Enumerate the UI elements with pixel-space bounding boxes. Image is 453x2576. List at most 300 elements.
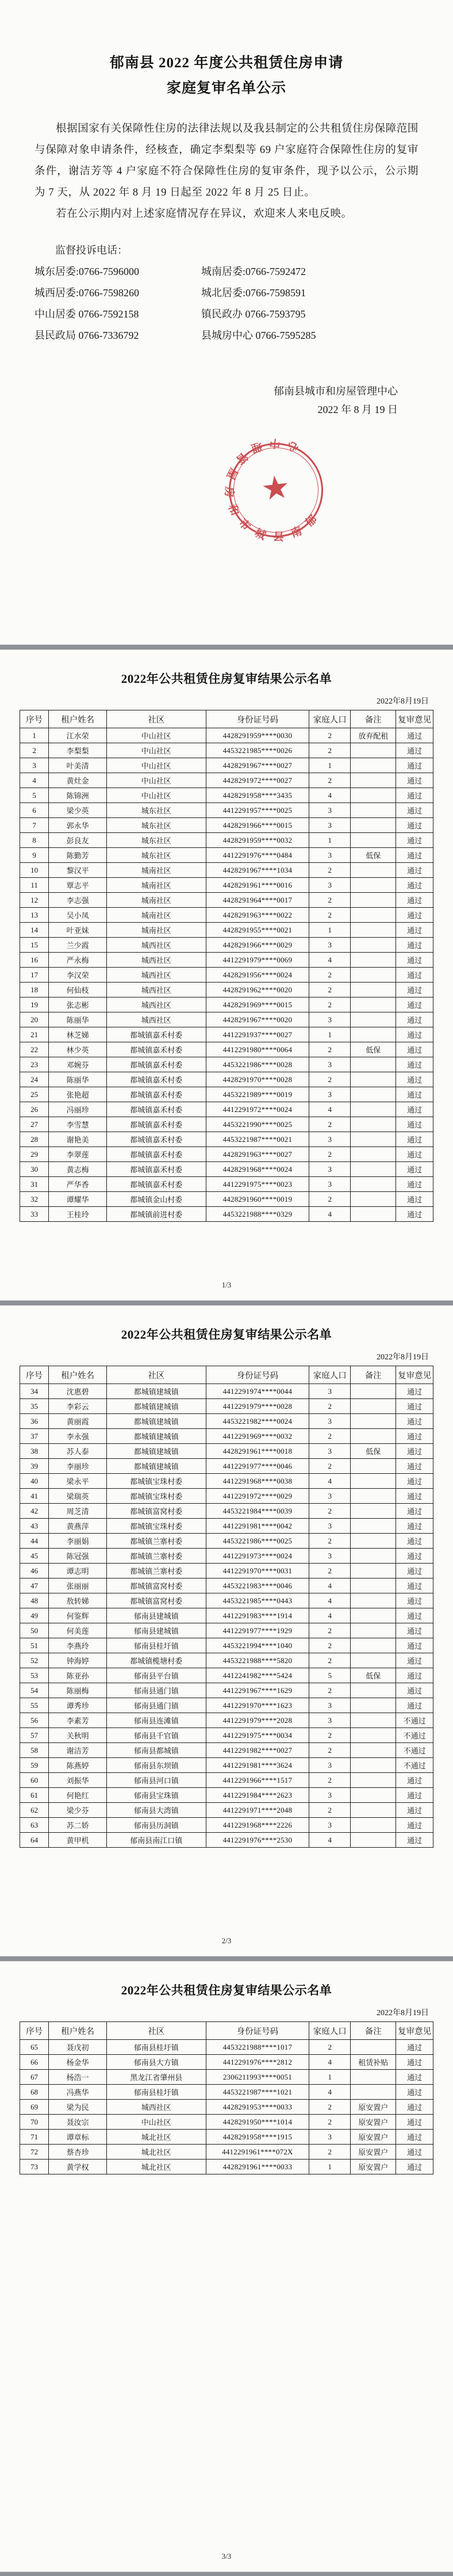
cell-tenant-name: 梁少英 — [49, 803, 107, 818]
cell-household-size: 4 — [309, 1207, 351, 1222]
cell-household-size: 3 — [309, 1713, 351, 1728]
col-household-size: 家庭人口 — [309, 2022, 351, 2040]
cell-review-opinion: 通过 — [396, 1593, 433, 1608]
cell-id-number: 4412291976****2530 — [206, 1833, 309, 1848]
cell-remarks — [351, 1489, 396, 1504]
phone-row — [34, 325, 419, 346]
table-row — [20, 1444, 433, 1459]
cell-household-size: 4 — [309, 788, 351, 803]
table-row — [20, 1087, 433, 1102]
table-row — [20, 848, 433, 863]
cell-tenant-name: 苏二娇 — [49, 1818, 107, 1833]
cell-community: 郁南县平台镇 — [106, 1668, 206, 1683]
cell-id-number: 4428291972****0027 — [206, 773, 309, 788]
cell-household-size: 2 — [309, 1534, 351, 1549]
cell-tenant-name: 叶亚妹 — [49, 923, 107, 938]
cell-community: 城南社区 — [106, 923, 206, 938]
cell-review-opinion: 通过 — [396, 1608, 433, 1623]
cell-id-number: 4412291984****2623 — [206, 1788, 309, 1803]
cell-tenant-name: 陈燕婷 — [49, 1758, 107, 1773]
table-row — [20, 803, 433, 818]
cell-household-size: 2 — [309, 1773, 351, 1788]
cell-review-opinion: 通过 — [396, 1519, 433, 1534]
cell-serial: 13 — [20, 908, 49, 923]
table-row — [20, 1818, 433, 1833]
table-row — [20, 893, 433, 908]
cell-household-size: 3 — [309, 1384, 351, 1399]
cell-review-opinion: 通过 — [396, 1444, 433, 1459]
table-row — [20, 1057, 433, 1072]
cell-review-opinion: 通过 — [396, 908, 433, 923]
table-row — [20, 1489, 433, 1504]
cell-tenant-name: 杨金华 — [49, 2055, 107, 2070]
cell-serial: 33 — [20, 1207, 49, 1222]
cell-serial: 38 — [20, 1444, 49, 1459]
cell-household-size: 2 — [309, 2115, 351, 2130]
cell-household-size: 2 — [309, 1399, 351, 1414]
cell-household-size: 2 — [309, 1623, 351, 1638]
cell-serial: 39 — [20, 1459, 49, 1474]
cell-household-size: 3 — [309, 1414, 351, 1429]
cell-serial: 52 — [20, 1653, 49, 1668]
cell-tenant-name: 郭永华 — [49, 818, 107, 833]
cell-review-opinion: 通过 — [396, 968, 433, 983]
cell-id-number: 4412291961****072X — [206, 2145, 309, 2160]
cell-community: 都城镇建城镇 — [106, 1459, 206, 1474]
cell-remarks — [351, 1519, 396, 1534]
cell-household-size: 3 — [309, 1698, 351, 1713]
table-header-row — [20, 1366, 433, 1384]
cell-id-number: 4428291963****0022 — [206, 908, 309, 923]
paragraph-2: 若在公示期内对上述家庭情况存在异议，欢迎来人来电反映。 — [56, 208, 352, 220]
cell-serial: 40 — [20, 1474, 49, 1489]
cell-serial: 10 — [20, 863, 49, 878]
cell-remarks — [351, 1384, 396, 1399]
cell-serial: 67 — [20, 2070, 49, 2085]
title-line-1: 郁南县 2022 年度公共租赁住房申请 — [109, 55, 344, 71]
table-row — [20, 788, 433, 803]
cell-review-opinion: 通过 — [396, 2100, 433, 2115]
cell-community: 郁南县河口镇 — [106, 1773, 206, 1788]
cell-serial: 42 — [20, 1504, 49, 1519]
cell-id-number: 4428291961****0033 — [206, 2160, 309, 2174]
cell-review-opinion: 通过 — [396, 938, 433, 953]
cell-household-size: 3 — [309, 1818, 351, 1833]
cell-community: 城北社区 — [106, 2160, 206, 2174]
cell-tenant-name: 李素芳 — [49, 1713, 107, 1728]
table-row — [20, 983, 433, 997]
cell-community: 中山社区 — [106, 728, 206, 743]
cell-tenant-name: 陈丽华 — [49, 1072, 107, 1087]
cell-household-size: 3 — [309, 1788, 351, 1803]
table-row — [20, 1638, 433, 1653]
table-body — [20, 2040, 433, 2174]
cell-household-size: 2 — [309, 2145, 351, 2160]
cell-review-opinion: 通过 — [396, 2055, 433, 2070]
cell-tenant-name: 谭耀华 — [49, 1192, 107, 1207]
cell-household-size: 2 — [309, 1147, 351, 1162]
cell-household-size: 3 — [309, 1444, 351, 1459]
cell-household-size: 2 — [309, 1042, 351, 1057]
cell-tenant-name: 冯燕华 — [49, 2085, 107, 2100]
table-row — [20, 1474, 433, 1489]
cell-community: 郁南县桂圩镇 — [106, 2040, 206, 2055]
cell-household-size: 1 — [309, 2070, 351, 2085]
table-row — [20, 728, 433, 743]
cell-tenant-name: 吴小凤 — [49, 908, 107, 923]
cell-remarks — [351, 788, 396, 803]
cell-review-opinion: 通过 — [396, 1564, 433, 1579]
cell-remarks — [351, 968, 396, 983]
cell-remarks — [351, 758, 396, 773]
signature-block — [20, 382, 433, 419]
cell-community: 都城镇嘉禾村委 — [106, 1042, 206, 1057]
cell-id-number: 4428291955****0021 — [206, 923, 309, 938]
cell-tenant-name: 张志彬 — [49, 997, 107, 1012]
page-2 — [0, 650, 453, 1300]
cell-household-size: 2 — [309, 893, 351, 908]
review-result-table — [20, 710, 433, 1222]
cell-community: 郁南县通门镇 — [106, 1698, 206, 1713]
cell-remarks — [351, 1653, 396, 1668]
cell-id-number: 2306211993****0051 — [206, 2070, 309, 2085]
cell-community: 郁南县历洞镇 — [106, 1818, 206, 1833]
cell-review-opinion: 通过 — [396, 1504, 433, 1519]
cell-remarks — [351, 1549, 396, 1564]
table-row — [20, 833, 433, 848]
cell-id-number: 4428291968****0024 — [206, 1162, 309, 1177]
table-row — [20, 1698, 433, 1713]
col-review-opinion: 复审意见 — [396, 2022, 433, 2040]
cell-community: 城东社区 — [106, 833, 206, 848]
phone-entry: 中山居委 0766-7592158 — [34, 308, 139, 320]
cell-id-number: 4428291963****0027 — [206, 1147, 309, 1162]
cell-id-number: 4412291968****2226 — [206, 1818, 309, 1833]
table-body — [20, 728, 433, 1222]
table-row — [20, 1683, 433, 1698]
cell-household-size: 4 — [309, 1833, 351, 1848]
cell-tenant-name: 梁瑞英 — [49, 1489, 107, 1504]
cell-household-size: 2 — [309, 863, 351, 878]
cell-serial: 64 — [20, 1833, 49, 1848]
cell-remarks — [351, 1414, 396, 1429]
cell-remarks — [351, 1803, 396, 1818]
cell-id-number: 4412291981****3624 — [206, 1758, 309, 1773]
cell-id-number: 4428291964****0017 — [206, 893, 309, 908]
col-serial: 序号 — [20, 1366, 49, 1384]
cell-community: 中山社区 — [106, 788, 206, 803]
cell-remarks — [351, 1579, 396, 1593]
cell-tenant-name: 林少英 — [49, 1042, 107, 1057]
cell-serial: 21 — [20, 1027, 49, 1042]
cell-id-number: 4453221985****0443 — [206, 1593, 309, 1608]
cell-community: 都城镇嘉禾村委 — [106, 1072, 206, 1087]
cell-household-size: 2 — [309, 1504, 351, 1519]
cell-review-opinion: 通过 — [396, 1773, 433, 1788]
cell-community: 都城镇建城镇 — [106, 1444, 206, 1459]
cell-community: 都城镇建城镇 — [106, 1429, 206, 1444]
cell-household-size: 3 — [309, 1177, 351, 1192]
cell-community: 都城镇嘉禾村委 — [106, 1087, 206, 1102]
cell-community: 城东社区 — [106, 848, 206, 863]
cell-remarks — [351, 1758, 396, 1773]
cell-remarks: 低保 — [351, 1444, 396, 1459]
cell-tenant-name: 江水荣 — [49, 728, 107, 743]
col-tenant-name: 租户姓名 — [49, 710, 107, 728]
cell-review-opinion: 不通过 — [396, 1743, 433, 1758]
cell-serial: 43 — [20, 1519, 49, 1534]
cell-household-size: 4 — [309, 2055, 351, 2070]
cell-id-number: 4412291976****0484 — [206, 848, 309, 863]
table-row — [20, 1564, 433, 1579]
cell-tenant-name: 谢洁芳 — [49, 1743, 107, 1758]
table-row — [20, 2130, 433, 2145]
cell-tenant-name: 邓婉芬 — [49, 1057, 107, 1072]
cell-id-number: 4412291937****0027 — [206, 1027, 309, 1042]
cell-community: 中山社区 — [106, 2115, 206, 2130]
cell-serial: 32 — [20, 1192, 49, 1207]
cell-id-number: 4428291950****1014 — [206, 2115, 309, 2130]
table-row — [20, 1803, 433, 1818]
table-row — [20, 2115, 433, 2130]
cell-id-number: 4428291958****1915 — [206, 2130, 309, 2145]
cell-remarks — [351, 1087, 396, 1102]
table-row — [20, 938, 433, 953]
cell-household-size: 4 — [309, 1579, 351, 1593]
cell-serial: 3 — [20, 758, 49, 773]
cell-remarks: 低保 — [351, 848, 396, 863]
phone-entry: 城北居委:0766-7598591 — [201, 287, 306, 299]
cell-tenant-name: 李梨梨 — [49, 743, 107, 758]
cell-review-opinion: 通过 — [396, 983, 433, 997]
cell-review-opinion: 通过 — [396, 1132, 433, 1147]
cell-id-number: 4428291956****0024 — [206, 968, 309, 983]
cell-serial: 9 — [20, 848, 49, 863]
cell-serial: 54 — [20, 1683, 49, 1698]
col-household-size: 家庭人口 — [309, 1366, 351, 1384]
cell-serial: 11 — [20, 878, 49, 893]
page-4 — [0, 1962, 453, 2571]
cell-review-opinion: 通过 — [396, 1534, 433, 1549]
cell-id-number: 4412291971****2048 — [206, 1803, 309, 1818]
cell-tenant-name: 刘振华 — [49, 1773, 107, 1788]
cell-household-size: 2 — [309, 1638, 351, 1653]
cell-community: 都城镇建城镇 — [106, 1384, 206, 1399]
cell-remarks — [351, 1728, 396, 1743]
cell-serial: 72 — [20, 2145, 49, 2160]
cell-household-size: 2 — [309, 1653, 351, 1668]
table-title: 2022年公共租赁住房复审结果公示名单 — [121, 1983, 332, 1997]
cell-serial: 59 — [20, 1758, 49, 1773]
cell-review-opinion: 不通过 — [396, 1758, 433, 1773]
cell-id-number: 4428291959****0032 — [206, 833, 309, 848]
cell-id-number: 4412291973****0024 — [206, 1549, 309, 1564]
cell-serial: 26 — [20, 1102, 49, 1117]
cell-id-number: 4412291983****1914 — [206, 1608, 309, 1623]
cell-remarks — [351, 2040, 396, 2055]
table-row — [20, 2100, 433, 2115]
cell-id-number: 4428291961****0016 — [206, 878, 309, 893]
cell-review-opinion: 通过 — [396, 893, 433, 908]
cell-remarks — [351, 2085, 396, 2100]
cell-serial: 25 — [20, 1087, 49, 1102]
cell-review-opinion: 通过 — [396, 848, 433, 863]
page-title — [20, 0, 433, 101]
cell-serial: 48 — [20, 1593, 49, 1608]
cell-tenant-name: 谭章标 — [49, 2130, 107, 2145]
cell-community: 都城镇建城镇 — [106, 1414, 206, 1429]
cell-community: 郁南县大湾镇 — [106, 1803, 206, 1818]
cell-household-size: 2 — [309, 1564, 351, 1579]
phone-entry: 县民政局 0766-7336792 — [34, 330, 139, 341]
cell-id-number: 4428291966****0029 — [206, 938, 309, 953]
cell-remarks — [351, 2070, 396, 2085]
col-serial: 序号 — [20, 2022, 49, 2040]
cell-id-number: 4412291977****1929 — [206, 1623, 309, 1638]
table-row — [20, 1579, 433, 1593]
cell-remarks: 低保 — [351, 1668, 396, 1683]
cell-serial: 7 — [20, 818, 49, 833]
cell-remarks — [351, 803, 396, 818]
cell-community: 郁南县东坝镇 — [106, 1758, 206, 1773]
cell-review-opinion: 通过 — [396, 1057, 433, 1072]
cell-household-size: 2 — [309, 1803, 351, 1818]
cell-tenant-name: 陈勤芳 — [49, 848, 107, 863]
table-row — [20, 1384, 433, 1399]
cell-review-opinion: 通过 — [396, 1087, 433, 1102]
cell-remarks — [351, 1788, 396, 1803]
cell-id-number: 4412291957****0025 — [206, 803, 309, 818]
table-row — [20, 1788, 433, 1803]
table-row — [20, 1743, 433, 1758]
table-row — [20, 1459, 433, 1474]
table-row — [20, 1102, 433, 1117]
cell-remarks — [351, 1504, 396, 1519]
cell-community: 中山社区 — [106, 758, 206, 773]
cell-remarks — [351, 1399, 396, 1414]
cell-community: 都城镇金山村委 — [106, 1192, 206, 1207]
table-row — [20, 1042, 433, 1057]
cell-id-number: 4412291979****0028 — [206, 1399, 309, 1414]
cell-serial: 22 — [20, 1042, 49, 1057]
cell-review-opinion: 通过 — [396, 773, 433, 788]
cell-tenant-name: 李雪慧 — [49, 1117, 107, 1132]
col-remarks: 备注 — [351, 2022, 396, 2040]
cell-community: 郁南县南江口镇 — [106, 1833, 206, 1848]
cell-review-opinion: 通过 — [396, 1162, 433, 1177]
cell-remarks — [351, 893, 396, 908]
cell-tenant-name: 李燕玲 — [49, 1638, 107, 1653]
cell-serial: 36 — [20, 1414, 49, 1429]
cell-household-size: 3 — [309, 1162, 351, 1177]
cell-serial: 44 — [20, 1534, 49, 1549]
table-row — [20, 2085, 433, 2100]
cell-community: 城东社区 — [106, 803, 206, 818]
cell-review-opinion: 通过 — [396, 1384, 433, 1399]
cell-community: 城西社区 — [106, 997, 206, 1012]
cell-serial: 65 — [20, 2040, 49, 2055]
table-row — [20, 1117, 433, 1132]
table-row — [20, 1414, 433, 1429]
cell-household-size: 3 — [309, 1012, 351, 1027]
phone-row — [34, 282, 419, 304]
cell-remarks — [351, 818, 396, 833]
cell-review-opinion: 通过 — [396, 2040, 433, 2055]
cell-id-number: 4428291961****0018 — [206, 1444, 309, 1459]
cell-id-number: 4428291959****0030 — [206, 728, 309, 743]
cell-review-opinion: 通过 — [396, 1072, 433, 1087]
cell-review-opinion: 通过 — [396, 1207, 433, 1222]
cell-review-opinion: 通过 — [396, 1549, 433, 1564]
cell-review-opinion: 通过 — [396, 923, 433, 938]
cell-household-size: 3 — [309, 938, 351, 953]
cell-community: 城南社区 — [106, 893, 206, 908]
cell-id-number: 4453221987****0021 — [206, 1132, 309, 1147]
col-id-number: 身份证号码 — [206, 1366, 309, 1384]
cell-tenant-name: 苏人泰 — [49, 1444, 107, 1459]
cell-review-opinion: 通过 — [396, 1399, 433, 1414]
cell-tenant-name: 黄志梅 — [49, 1162, 107, 1177]
col-household-size: 家庭人口 — [309, 710, 351, 728]
cell-tenant-name: 黄灶金 — [49, 773, 107, 788]
cell-serial: 62 — [20, 1803, 49, 1818]
cell-household-size: 1 — [309, 833, 351, 848]
cell-remarks: 租赁补贴 — [351, 2055, 396, 2070]
cell-id-number: 4412291976****2812 — [206, 2055, 309, 2070]
table-row — [20, 773, 433, 788]
cell-tenant-name: 何仙枝 — [49, 983, 107, 997]
cell-community: 郁南县桂圩镇 — [106, 2085, 206, 2100]
cell-community: 都城镇前进村委 — [106, 1207, 206, 1222]
cell-id-number: 4412291966****1517 — [206, 1773, 309, 1788]
cell-tenant-name: 沈惠碧 — [49, 1384, 107, 1399]
col-community: 社区 — [106, 710, 206, 728]
cell-tenant-name: 聂汝宗 — [49, 2115, 107, 2130]
cell-remarks: 原安置户 — [351, 2100, 396, 2115]
cell-tenant-name: 王桂玲 — [49, 1207, 107, 1222]
cell-serial: 41 — [20, 1489, 49, 1504]
cell-community: 都城镇嘉禾村委 — [106, 1117, 206, 1132]
phone-entry: 城东居委:0766-7596000 — [34, 266, 139, 277]
title-line-2: 家庭复审名单公示 — [166, 81, 286, 96]
cell-household-size: 3 — [309, 1549, 351, 1564]
cell-household-size: 2 — [309, 908, 351, 923]
cell-review-opinion: 通过 — [396, 1012, 433, 1027]
table-header-row — [20, 710, 433, 728]
cell-community: 中山社区 — [106, 743, 206, 758]
cell-household-size: 5 — [309, 1668, 351, 1683]
cell-id-number: 4412291972****0024 — [206, 1102, 309, 1117]
cell-community: 城西社区 — [106, 938, 206, 953]
cell-remarks: 放弃配租 — [351, 728, 396, 743]
cell-serial: 17 — [20, 968, 49, 983]
cell-remarks — [351, 1474, 396, 1489]
table-row — [20, 1728, 433, 1743]
table-row — [20, 1653, 433, 1668]
page-number: 1/3 — [221, 1281, 232, 1289]
cell-serial: 37 — [20, 1429, 49, 1444]
cell-tenant-name: 李汉荣 — [49, 968, 107, 983]
cell-household-size: 3 — [309, 878, 351, 893]
cell-community: 都城镇富窝村委 — [106, 1579, 206, 1593]
cell-review-opinion: 通过 — [396, 833, 433, 848]
cell-household-size: 2 — [309, 968, 351, 983]
cell-remarks — [351, 1683, 396, 1698]
cell-tenant-name: 彭良友 — [49, 833, 107, 848]
cell-household-size: 4 — [309, 1608, 351, 1623]
table-row — [20, 908, 433, 923]
cell-id-number: 4412291974****0044 — [206, 1384, 309, 1399]
